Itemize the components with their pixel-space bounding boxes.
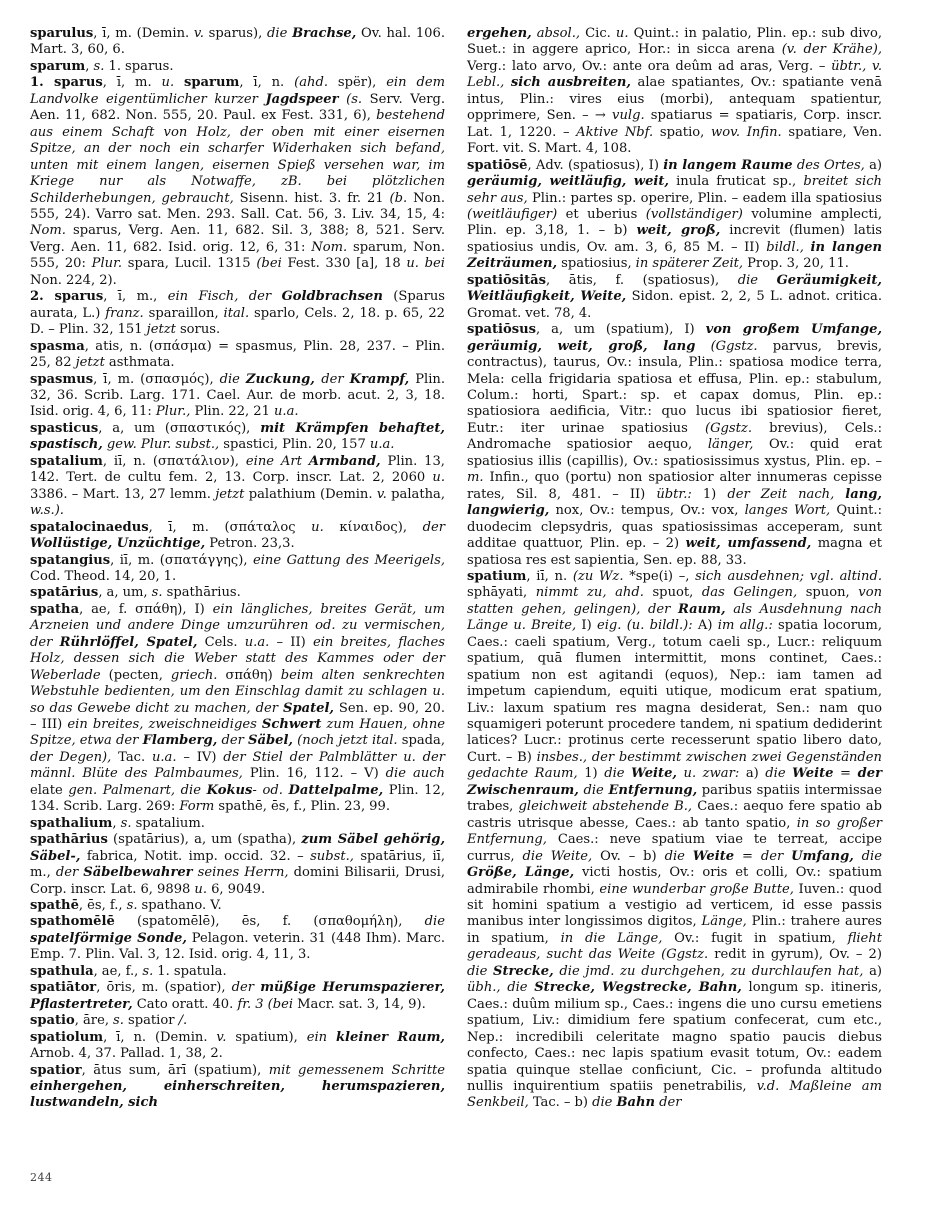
dictionary-entry: spatiolum, ī, n. (Demin. v. spatium), ein kleiner Raum, Arnob. 4, 37. Pallad. 1, 38, 2. bbox=[30, 1029, 445, 1062]
dictionary-entry: 1. sparus, ī, m. u. sparum, ī, n. (ahd. spër), ein dem Landvolke eigentümlicher kurzer Jagdspeer (s. Serv. Verg. Aen. 11, 682. Non. 555, 20. Paul. ex Fest. 331, 6), bestehend aus einem Schaft von Holz, der oben mit einer eisernen Spitze, an der noch ein scharfer Widerhaken sich befand, unten mit einem langen, eisernen Spieß versehen war, im Kriege nur als Notwaffe, zB. bei plötzlichen Schilderhebungen, gebraucht, Sisenn. hist. 3. fr. 21 (b. Non. 555, 24). Varro sat. Men. 293. Sall. Cat. 56, 3. Liv. 34, 15, 4: Nom. sparus, Verg. Aen. 11, 682. Sil. 3, 388; 8, 521. Serv. Verg. Aen. 11, 682. Isid. orig. 12, 6, 31: Nom. sparum, Non. 555, 20: Plur. spara, Lucil. 1315 (bei Fest. 330 [a], 18 u. bei Non. 224, 2). bbox=[30, 75, 446, 288]
dictionary-entry: spatha, ae, f. σπάθη), I) ein längliches, breites Gerät, um Arzneien und andere Dinge umzurühren od. zu vermischen, der Rührlöffel, Spatel, Cels. u.a. – II) ein breites, flaches Holz, dessen sich die Weber statt des Kammes oder der Weberlade (pecten, griech. σπάθη) beim alten senkrechten Webstuhle bedienten, um den Einschlag damit zu schlagen u. so das Gewebe dicht zu machen, der Spatel, Sen. ep. 90, 20. – III) ein breites, zweischneidiges Schwert zum Hauen, ohne Spitze, etwa der Flamberg, der Säbel, (noch jetzt ital. spada, der Degen), Tac. u.a. – IV) der Stiel der Palmblätter u. der männl. Blüte des Palmbaumes, Plin. 16, 112. – V) die auch elate gen. Palmenart, die Kokus- od. Dattelpalme, Plin. 12, 134. Scrib. Larg. 269: Form spathē, ēs, f., Plin. 23, 99. bbox=[30, 601, 446, 815]
dictionary-entry: spasmus, ī, m. (σπασμός), die Zuckung, der Krampf, Plin. 32, 36. Scrib. Larg. 171. Cael. Aur. de morb. acut. 2, 3, 18. Isid. orig. 4, 6, 11: Plur., Plin. 22, 21 u.a. bbox=[30, 371, 446, 420]
left-column bbox=[30, 26, 445, 1161]
dictionary-entry: spatiōsē, Adv. (spatiosus), I) in langem Raume des Ortes, a) geräumig, weitläufig, weit, inula fruticat sp., breitet sich sehr aus, Plin.: partes sp. operire, Plin. – eadem illa spatiosius (weitläufiger) et uberius (vollständiger) volumine amplecti, Plin. ep. 3,18, 1. – b) weit, groß, increvit (flumen) latis spatiosius undis, Ov. am. 3, 6, 85 M. – II) bildl., in langen Zeiträumen, spatiosius, in späterer Zeit, Prop. 3, 20, 11. bbox=[467, 157, 883, 272]
dictionary-entry: sparum, s. 1. sparus. bbox=[30, 58, 174, 74]
dictionary-entry: spatior, ātus sum, ārī (spatium), mit gemessenem Schritte einhergehen, einherschreiten, herumspazieren, lustwandeln, sich bbox=[30, 1062, 445, 1111]
dictionary-entry: 2. sparus, ī, m., ein Fisch, der Goldbrachsen (Sparus aurata, L.) franz. sparaillon, ital. sparlo, Cels. 2, 18. p. 65, 22 D. – Plin. 32, 151 jetzt sorus. bbox=[30, 289, 445, 338]
dictionary-entry: spathomēlē (spatomēlē), ēs, f. (σπαθομήλη), die spatelförmige Sonde, Pelagon. veterin. 31 (448 Ihm). Marc. Emp. 7. Plin. Val. 3, 12. Isid. orig. 4, 11, 3. bbox=[30, 914, 446, 963]
two-column-body bbox=[30, 26, 905, 1161]
dictionary-entry: spatārius, a, um, s. spathārius. bbox=[30, 585, 241, 601]
dictionary-entry: sparulus, ī, m. (Demin. v. sparus), die Brachse, Ov. hal. 106. Mart. 3, 60, 6. bbox=[30, 26, 445, 58]
dictionary-entry: spathē, ēs, f., s. spathano. V. bbox=[30, 898, 222, 914]
dictionary-entry: spathalium, s. spatalium. bbox=[30, 815, 205, 831]
dictionary-entry: spatiātor, ōris, m. (spatior), der müßige Herumspazierer, Pflastertreter, Cato oratt. 40. fr. 3 (bei Macr. sat. 3, 14, 9). bbox=[30, 980, 445, 1012]
right-column bbox=[467, 26, 882, 1161]
dictionary-entry: spathārius (spatārius), a, um (spatha), zum Säbel gehörig, Säbel-, fabrica, Notit. imp. occid. 32. – subst., spatārius, iī, m., der Säbelbewahrer seines Herrn, domini Bilisarii, Drusi, Corp. inscr. Lat. 6, 9898 u. 6, 9049. bbox=[30, 832, 446, 897]
page-folio-number: 244 bbox=[30, 1171, 53, 1184]
dictionary-entry: spatium, iī, n. (zu Wz. *spe(i) –, sich ausdehnen; vgl. altind. sphāyati, nimmt zu, ahd. spuot, das Gelingen, spuon, von statten gehen, gelingen), der Raum, als Ausdehnung nach Länge u. Breite, I) eig. (u. bildl.): A) im allg.: spatia locorum, Caes.: caeli spatium, Verg., totum caeli sp., Lucr.: reliquum spatium, quā flumen intermittit, mons continet, Caes.: spatium non est agitandi (equos), Nep.: iam tamen ad impetum capiendum, equiti utique, modicum erat spatium, Liv.: laxum spatium res magna desiderat, Sen.: nam quo squamigeri poterunt procedere tandem, ni spatium dediderint latices? Lucr.: protinus certe recesserunt spatio libero dato, Curt. – B) insbes., der bestimmt zwischen zwei Gegenständen gedachte Raum, 1) die Weite, u. zwar: a) die Weite = der Zwischenraum, die Entfernung, paribus spatiis intermissae trabes, gleichweit abstehende B., Caes.: aequo fere spatio ab castris utrisque abesse, Caes.: ab tanto spatio, in so großer Entfernung, Caes.: neve spatium viae te terreat, accipe currus, die Weite, Ov. – b) die Weite = der Umfang, die Größe, Länge, victi hostis, Ov.: oris et colli, Ov.: spatium admirabile rhombi, eine wunderbar große Butte, Iuven.: quod sit homini spatium a vestigio ad verticem, id esse passis manibus inter longissimos digitos, Länge, Plin.: trahere aures in spatium, in die Länge, Ov.: fugit in spatium, flieht geradeaus, sucht das Weite (Ggstz. redit in gyrum), Ov. – 2) die Strecke, die jmd. zu durchgehen, zu durchlaufen hat, a) übh., die Strecke, Wegstrecke, Bahn, longum sp. itineris, Caes.: duûm milium sp., Caes.: ingens die uno cursu emetiens spatium, Liv.: dimidium fere spatium confecerat, cum etc., Nep.: incredibili celeritate magno spatio paucis diebus confecto, Caes.: nec lapis spatium evasit totum, Ov.: eadem spatia quinque stellae conficiunt, Cic. – profunda altitudo nullis inquirentium spatiis penetrabilis, v.d. Maßleine am Senkbeil, Tac. – b) die Bahn der bbox=[467, 568, 883, 1111]
dictionary-entry: spathula, ae, f., s. 1. spatula. bbox=[30, 963, 227, 979]
dictionary-entry: spatiōsus, a, um (spatium), I) von großem Umfange, geräumig, weit, groß, lang (Ggstz. parvus, brevis, contractus), taurus, Ov.: insula, Plin.: spatiosa modice terra, Mela: cella frigidaria spatiosa et effusa, Plin. ep.: stabulum, Colum.: horti, Spart.: sp. et capax domus, Plin. ep.: spatiosiora aedificia, Vitr.: quo lucus ibi spatiosior fieret, Eutr.: iter urinae spatiosius (Ggstz. brevius), Cels.: Andromache spatiosior aequo, länger, Ov.: quid erat spatiosius illis (capillis), Ov.: spatiosissimus xystus, Plin. ep. – m. Infin., quo (portu) non spatiosior alter innumeras cepisse rates, Sil. 8, 481. – II) übtr.: 1) der Zeit nach, lang, langwierig, nox, Ov.: tempus, Ov.: vox, langes Wort, Quint.: duodecim clepsydris, quas spatiosissimas acceperam, sunt additae quattuor, Plin. ep. – 2) weit, umfassend, magna et spatiosa res est sapientia, Sen. ep. 88, 33. bbox=[467, 322, 883, 568]
dictionary-entry: spasticus, a, um (σπαστικός), mit Krämpfen behaftet, spastisch, gew. Plur. subst., spastici, Plin. 20, 157 u.a. bbox=[30, 420, 445, 453]
dictionary-entry: ergehen, absol., Cic. u. Quint.: in palatio, Plin. ep.: sub divo, Suet.: in aggere aprico, Hor.: in sicca arena (v. der Krähe), Verg.: lato arvo, Ov.: ante ora deûm ad aras, Verg. – übtr., v. Lebl., sich ausbreiten, alae spatiantes, Ov.: spatiante venā intus, Plin.: vires eius (morbi), antequam spatientur, opprimere, Sen. – → vulg. spatiarus = spatiaris, Corp. inscr. Lat. 1, 1220. – Aktive Nbf. spatio, wov. Infin. spatiare, Ven. Fort. vit. S. Mart. 4, 108. bbox=[467, 26, 883, 157]
dictionary-entry: spatio, āre, s. spatior /. bbox=[30, 1013, 188, 1029]
dictionary-entry: spatiōsitās, ātis, f. (spatiosus), die Geräumigkeit, Weitläufigkeit, Weite, Sidon. epist. 2, 2, 5 L. adnot. critica. Gromat. vet. 78, 4. bbox=[467, 272, 882, 321]
dictionary-entry: spasma, atis, n. (σπάσμα) = spasmus, Plin. 28, 237. – Plin. 25, 82 jetzt asthmata. bbox=[30, 338, 445, 371]
dictionary-entry: spatangius, iī, m. (σπατάγγης), eine Gattung des Meerigels, Cod. Theod. 14, 20, 1. bbox=[30, 552, 445, 584]
dictionary-entry: spatalium, iī, n. (σπατάλιον), eine Art Armband, Plin. 13, 142. Tert. de cultu fem. 2, 13. Corp. inscr. Lat. 2, 2060 u. 3386. – Mart. 13, 27 lemm. jetzt palathium (Demin. v. palatha, w.s.). bbox=[30, 453, 445, 519]
dictionary-entry: spatalocinaedus, ī, m. (σπάταλος u. κίναιδος), der Wollüstige, Unzüchtige, Petron. 23,3. bbox=[30, 519, 445, 552]
